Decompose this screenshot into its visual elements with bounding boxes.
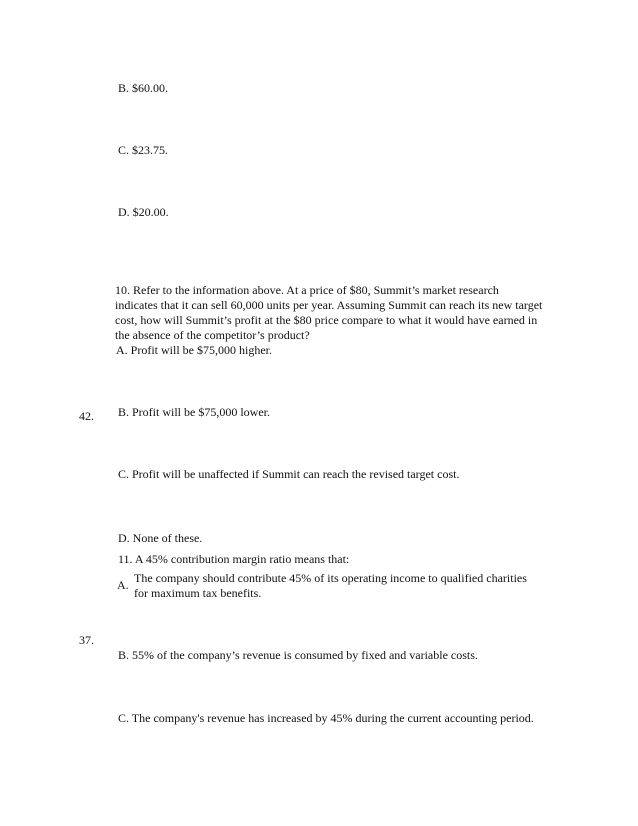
q11-option-a-letter: A. [117, 578, 129, 592]
q10-stem-line: 10. Refer to the information above. At a price of $80, Summit’s market research [115, 283, 499, 297]
q10-option-c: C. Profit will be unaffected if Summit can reach the revised target cost. [118, 467, 460, 481]
q10-stem [115, 283, 575, 343]
q10-option-a: A. Profit will be $75,000 higher. [116, 343, 272, 357]
q11-option-a [134, 571, 594, 601]
q11-option-a-line: for maximum tax benefits. [134, 586, 262, 600]
q10-stem-line: cost, how will Summit’s profit at the $80 price compare to what it would have earned in [115, 313, 538, 327]
q11-option-c: C. The company's revenue has increased by 45% during the current accounting period. [118, 711, 534, 725]
q10-option-b: B. Profit will be $75,000 lower. [118, 405, 270, 419]
q11-stem: 11. A 45% contribution margin ratio means that: [118, 552, 350, 566]
margin-number-42: 42. [79, 409, 94, 423]
q9-option-c: C. $23.75. [118, 143, 169, 157]
q10-option-d: D. None of these. [118, 531, 203, 545]
q10-stem-line: indicates that it can sell 60,000 units per year. Assuming Summit can reach its new target [115, 298, 543, 312]
q9-option-b: B. $60.00. [118, 81, 169, 95]
margin-number-37: 37. [79, 633, 94, 647]
q9-option-d: D. $20.00. [118, 205, 169, 219]
q11-option-a-line: The company should contribute 45% of its operating income to qualified charities [134, 571, 527, 585]
q10-stem-line: the absence of the competitor’s product? [115, 328, 310, 342]
q11-option-b: B. 55% of the company’s revenue is consumed by fixed and variable costs. [118, 648, 478, 662]
